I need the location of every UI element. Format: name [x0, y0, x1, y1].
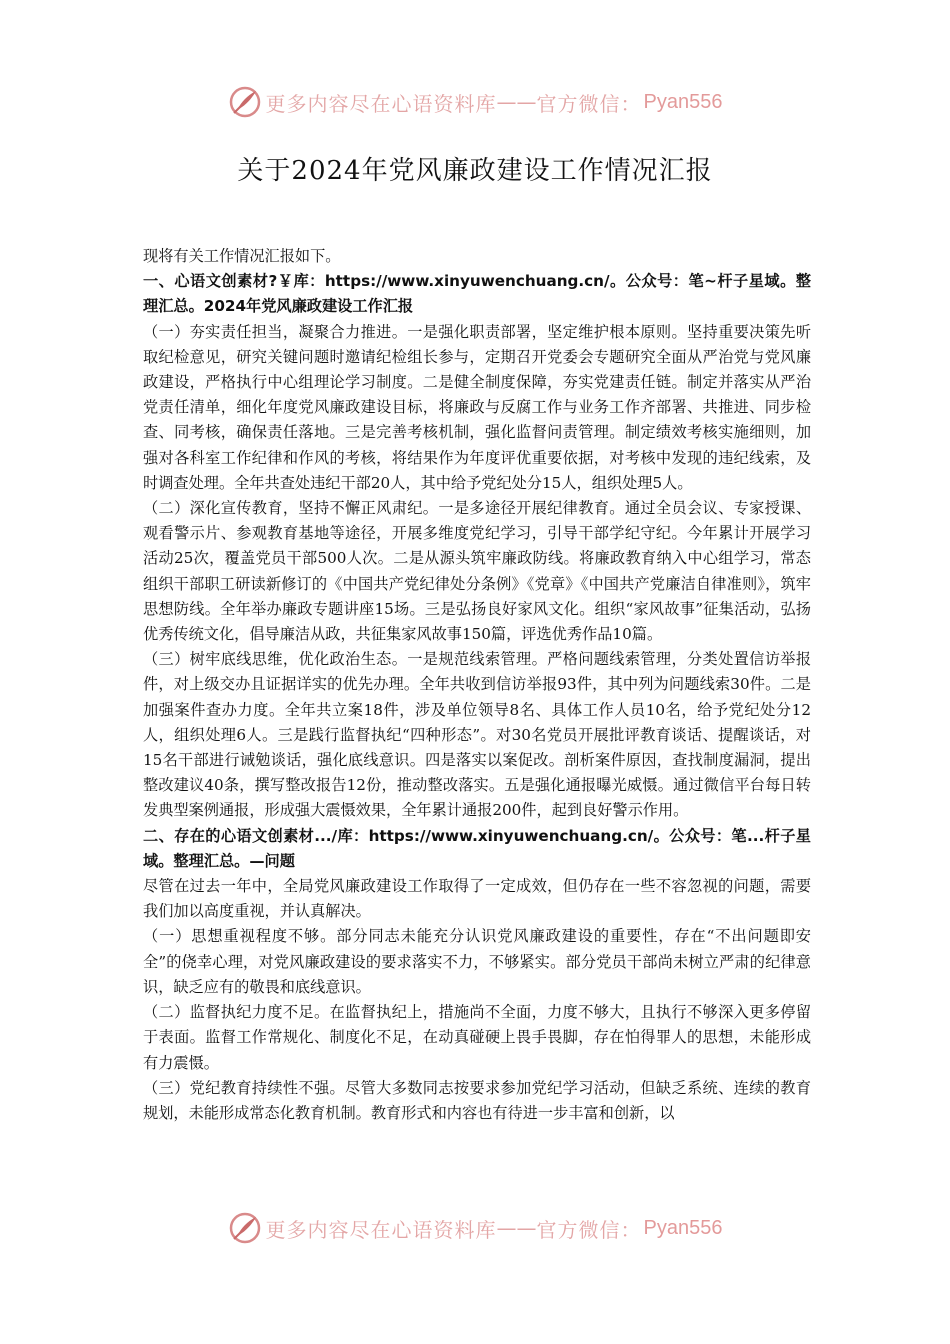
- banner-text: 更多内容尽在心语资料库: [265, 91, 497, 116]
- header-watermark-banner: [0, 82, 950, 122]
- banner-separator: ——: [496, 1216, 537, 1240]
- section-heading-1: 一、心语文创素材?￥库：https://www.xinyuwenchuang.cn/。公众号：笔~杆子星域。整理汇总。2024年党风廉政建设工作汇报: [143, 272, 811, 316]
- paragraph: （三）树牢底线思维，优化政治生态。一是规范线索管理。严格问题线索管理，分类处置信访举报件，对上级交办且证据详实的优先办理。全年共收到信访举报93件，其中列为问题线索30件。二是加强案件查办力度。全年共立案18件，涉及单位领导8名、具体工作人员10名，给予党纪处分12人，组织处理6人。三是践行监督执纪“四种形态”。对30名党员开展批评教育谈话、提醒谈话，对15名干部进行诫勉谈话，强化底线意识。四是落实以案促改。剖析案件原因，查找制度漏洞，提出整改建议40条，撰写整改报告12份，推动整改落实。五是强化通报曝光威慑。通过微信平台每日转发典型案例通报，形成强大震慑效果，全年累计通报200件，起到良好警示作用。: [143, 650, 811, 820]
- banner-wechat-id: Pyan556: [643, 1216, 723, 1239]
- section-heading-2: 二、存在的心语文创素材.../库：https://www.xinyuwenchuang.cn/。公众号：笔...杆子星域。整理汇总。—问题: [143, 826, 811, 870]
- paragraph: （一）夯实责任担当，凝聚合力推进。一是强化职责部署，坚定维护根本原则。坚持重要决策先听取纪检意见，研究关键问题时邀请纪检组长参与，定期召开党委会专题研究全面从严治党与党风廉政建设，严格执行中心组理论学习制度。二是健全制度保障，夯实党建责任链。制定并落实从严治党责任清单，细化年度党风廉政建设目标，将廉政与反腐工作与业务工作齐部署、共推进、同步检查、同考核，确保责任落地。三是完善考核机制，强化监督问责管理。制定绩效考核实施细则，加强对各科室工作纪律和作风的考核，将结果作为年度评优重要依据，对考核中发现的违纪线索，及时调查处理。全年共查处违纪干部20人，其中给予党纪处分15人，组织处理5人。: [143, 322, 811, 492]
- paragraph: （一）思想重视程度不够。部分同志未能充分认识党风廉政建设的重要性，存在“不出问题即安全”的侥幸心理，对党风廉政建设的要求落实不力，不够紧实。部分党员干部尚未树立严肃的纪律意识，缺乏应有的敬畏和底线意识。: [143, 927, 811, 996]
- banner-label: 官方微信：: [536, 91, 642, 116]
- paragraph: （二）监督执纪力度不足。在监督执纪上，措施尚不全面，力度不够大，且执行不够深入更多停留于表面。监督工作常规化、制度化不足，在动真碰硬上畏手畏脚，存在怕得罪人的思想，未能形成有力震慑。: [143, 1003, 811, 1072]
- paragraph: 尽管在过去一年中，全局党风廉政建设工作取得了一定成效，但仍存在一些不容忽视的问题，需要我们加以高度重视，并认真解决。: [143, 877, 811, 921]
- paragraph: （三）党纪教育持续性不强。尽管大多数同志按要求参加党纪学习活动，但缺乏系统、连续的教育规划，未能形成常态化教育机制。教育形式和内容也有待进一步丰富和创新，以: [143, 1078, 811, 1122]
- footer-watermark-banner: [0, 1208, 950, 1248]
- banner-text: 更多内容尽在心语资料库: [265, 1217, 497, 1242]
- quill-logo-icon: [228, 1211, 262, 1245]
- paragraph: （二）深化宣传教育，坚持不懈正风肃纪。一是多途径开展纪律教育。通过全员会议、专家授课、观看警示片、参观教育基地等途径，开展多维度党纪学习，引导干部学纪守纪。今年累计开展学习活动25次，覆盖党员干部500人次。二是从源头筑牢廉政防线。将廉政教育纳入中心组学习，常态组织干部职工研读新修订的《中国共产党纪律处分条例》《党章》《中国共产党廉洁自律准则》，筑牢思想防线。全年举办廉政专题讲座15场。三是弘扬良好家风文化。组织“家风故事”征集活动，弘扬优秀传统文化，倡导廉洁从政，共征集家风故事150篇，评选优秀作品10篇。: [143, 499, 811, 644]
- banner-separator: ——: [496, 90, 537, 114]
- quill-logo-icon: [228, 85, 262, 119]
- document-title: 关于2024年党风廉政建设工作情况汇报: [237, 156, 713, 186]
- banner-wechat-id: Pyan556: [643, 90, 723, 113]
- paragraph-intro: 现将有关工作情况汇报如下。: [143, 247, 341, 265]
- document-body: [143, 244, 811, 1126]
- banner-label: 官方微信：: [536, 1217, 642, 1242]
